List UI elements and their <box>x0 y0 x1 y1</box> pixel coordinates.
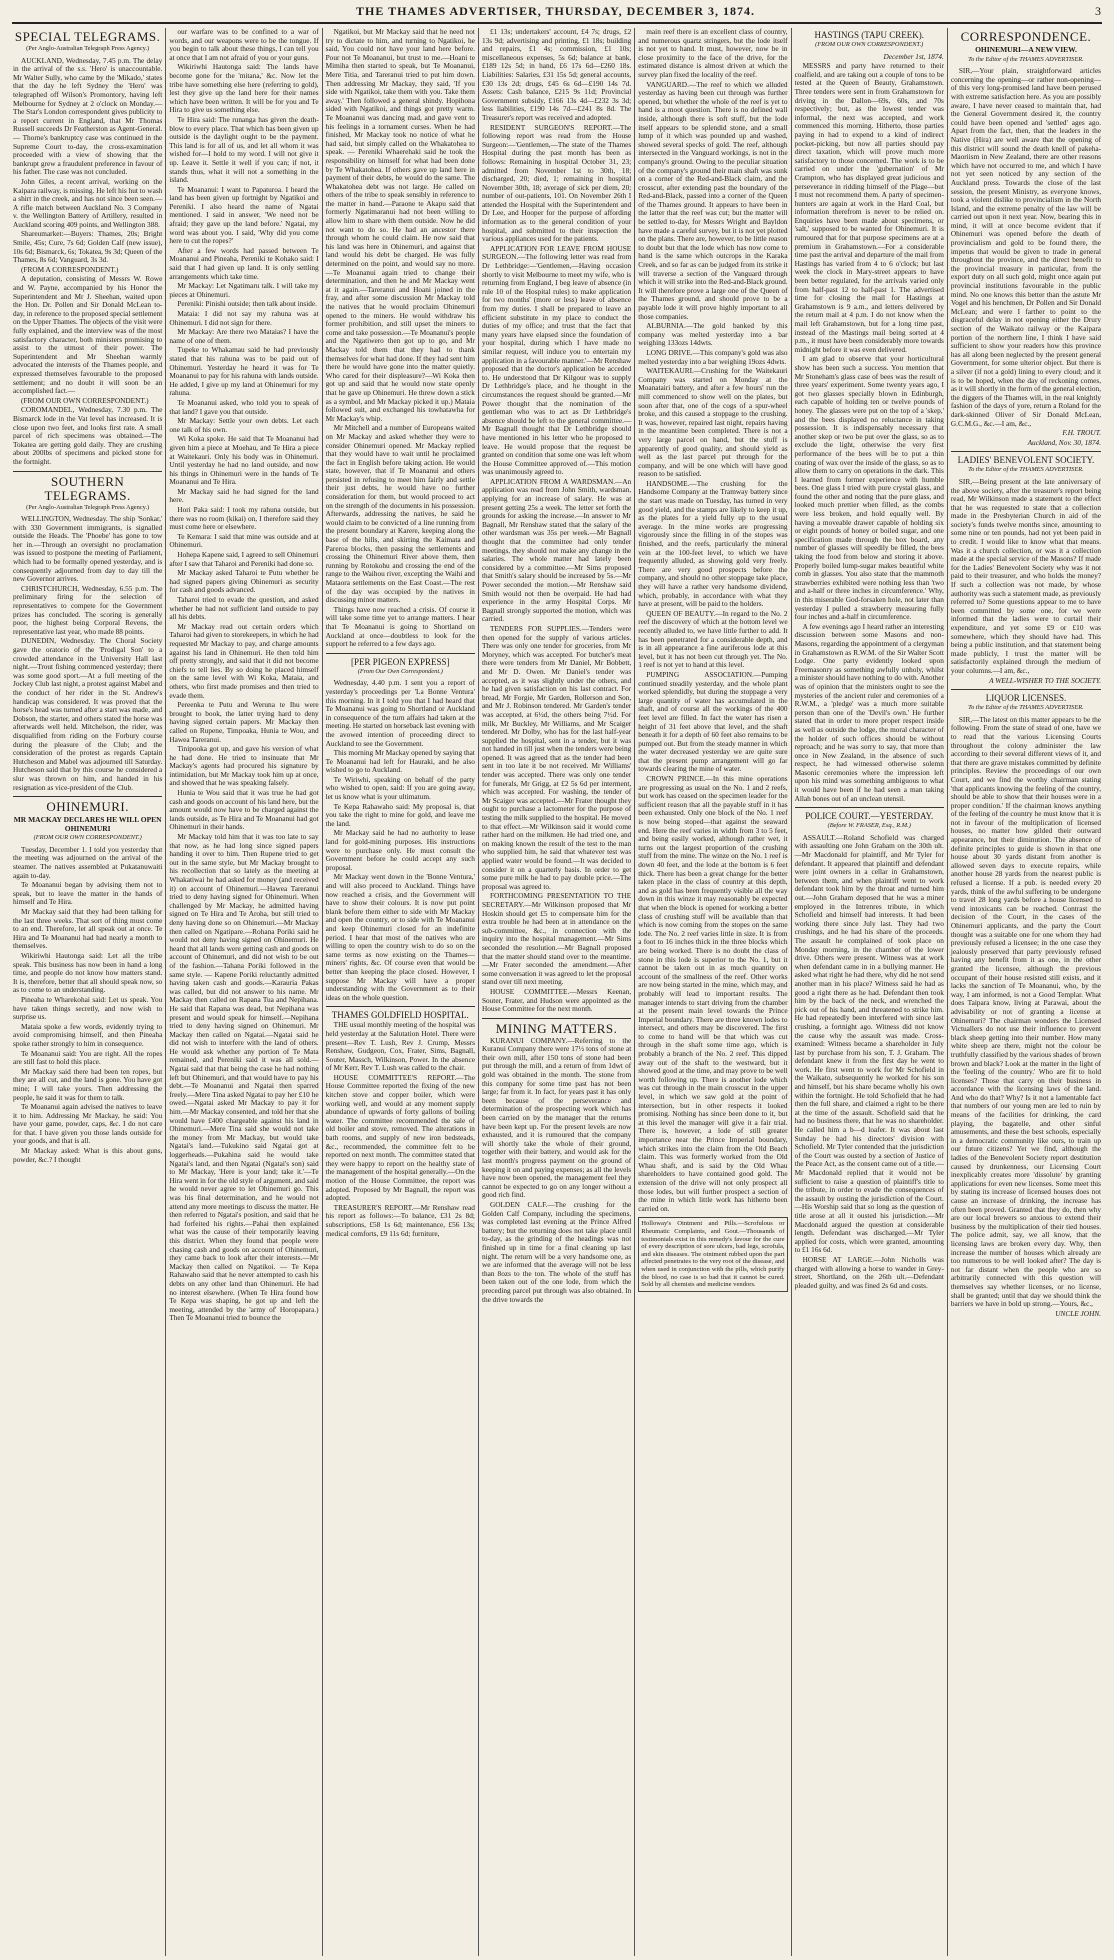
paragraph: CROWN PRINCE.—In this mine operations are progressing as usual on the No. 1 and 2 reefs, but work has ceased on the specimen leader for the sufficient reason that all the payable stuff in it has been exhausted. Only one block of the No. 1 reef is now being stoped—that against the seaward end. Here the reef varies in width from 3 to 5 feet, and being easily worked, although rather wet, it turns out the largest proportion of the crushing stuff from the mine. The winze on the No. 1 reef is down 40 feet, and the lode at the bottom is 6 feet thick. There has been a great change for the better taken place in the class of country at this depth, and as gold has been frequently visible all the way down in this winze it may reasonably be expected that when the block is opened for working a better class of crushing stuff will be available than that which is now coming from the stopes on the same lode. The No. 2 reef varies little in size. It is from a foot to 16 inches thick in the three blocks which are being worked. There is no doubt the class of stone in this lode is superior to the No. 1, but it cannot be taken out in as much quantity on account of the smallness of the reef. Other works are now being started in the mine, which may, and probably will lead to important results. The manager intends to start driving from the chamber at the present main level towards the Prince Imperial boundary. There are three known lodes to intersect, and others may be discovered. The first to come to hand will be that which was cut through in the shaft some time ago, which is probably a branch of the No. 2 reef. This dipped away out of the shaft to the westward, but it showed good at the time, and may prove to be well worth following up. There is another lode which was cut through in the main crosscut in the upper level, in which we saw gold at the point of intersection, but in other respects it looked promising. Nothing has since been done to it, but at this level the manager will give it a fair trial. There is, however, a lode of still greater importance near the Prince Imperial boundary, which strikes into the claim from the Old Beach claim. This was formerly worked from the Old Whau shaft, and is said by the Old Whau shareholders to have contained good gold. The extension of the drive will not only prospect all those lodes, but will further prospect a section of the mine in which little work has hitherto been carried on. <box>638 774 788 1213</box>
article-mining-continued <box>638 28 787 1213</box>
masthead-title: THE THAMES ADVERTISER, THURSDAY, DECEMBER 3, 1874. <box>356 3 755 18</box>
paragraph: AUCKLAND, Wednesday, 7.45 p.m. The delay in the arrival of the s.s. 'Hero' is unaccountable. Mr Walter Sully, who came by the 'Mikado,' states that the day he left Sydney the 'Hero' was telegraphed off Wilson's Promontory, having left Melbourne for Sydney at 2 o'clock on Monday.—The Star's London correspondent gives publicity to a report current in England, that Mr Thomas Russell succeeds Dr Featherston as Agent-General. — Thorne's bankruptcy case was continued in the Supreme Court to-day, the cross-examination proceeded with a view of showing that the bankrupt grew a fraudulent preference in favour of his father. The case was not concluded. <box>13 55 163 177</box>
paragraph: Shareumarket:—Buyers: Thames, 20s; Bright Smile, 45s; Cure, 7s 6d; Golden Calf (new issue), 10s 6d; Bismarck, 6s; Tokatea, 9s 3d; Queen of the Thames, 8s 6d; Vanguard, 3s 3d. <box>13 229 163 265</box>
to-editor-line: To the Editor of the THAMES ADVERTISER. <box>968 704 1084 712</box>
section-heading-hospital: THAMES GOLDFIELD HOSPITAL. <box>326 1006 475 1020</box>
paragraph: HOUSE COMMITTEE'S REPORT.—The House Committee reported the fixing of the new kitchen stove and copper boiler, which were working well, and would at any moment supply abundance of upwards of forty gallons of boiling water. The committee recommended the sale of old boiler and stove, removed. The alterations in bath rooms, and supply of new iron bedsteads, &c., recommended, the committee felt to be reported on next month. The committee stated that they were happy to report on the healthy state of the management of the hospital generally.—On the motion of the House Committee, the report was adopted. Proposed by Mr Bagnall, the report was adopted. <box>325 1072 475 1203</box>
paragraph: Te Moananui again advised the natives to leave it to him. Addressing Mr Mackay, he said: You have your game, powder, caps, &c. I do not care for that. I have given you those lands outside for your goods, and that is all. <box>13 1102 163 1146</box>
paragraph: Wi Koka spoke. He said that Te Moananui had given him a piece at Moehau, and Te Hira a piece at Waitekauri. Only his body was in Ohinemuri. Until yesterday he had no land outside, and now his things in Ohinemuri were in the hands of Te Moananui and Te Hira. <box>169 434 319 487</box>
paragraph: Te Moananui asked, who told you to speak of that land? I gave you that outside. <box>169 397 319 416</box>
paragraph: Te Moananui began by advising them not to speak, but to leave the matter in the hands of himself and Te Hira. <box>13 880 163 907</box>
columns <box>10 28 1104 1956</box>
paragraph: Wednesday, 4.40 p.m. I sent you a report of yesterday's proceedings per 'La Bonne Ventura' this morning. In it I told you that I had heard that Te Moananui was going to Shortland or Auckland in consequence of the turn affairs had taken at the meeting. He started on horseback last evening with the avowed intention of proceeding direct to Auckland to see the Government. <box>325 678 475 748</box>
article-hospital-continued <box>482 28 631 1014</box>
letter-heading-liquor: LIQUOR LICENSES. <box>951 689 1101 703</box>
paragraph: Mr Mackay: Are there two Mataias? I have the name of one of them. <box>169 327 319 345</box>
paragraph: Mr Mackay: Settle your own debts. Let each one talk of his own. <box>169 416 319 434</box>
paragraph: Mr Mackay said he had no authority to lease land for gold-mining purposes. His instructions were to purchase only. He must consult the Government before he could accept any such proposal. <box>325 828 475 872</box>
paragraph: Mataia spoke a few words, evidently trying to avoid compromising himself, and then Pineaha spoke rather strongly to him in consequence. <box>13 1021 163 1048</box>
paragraph: Mr Mackay asked: What is this about guns, powder, &c.? I thought <box>13 1146 163 1164</box>
paragraph: £1 13s; undertakers' account, £4 7s; drugs, £2 13s 9d; advertising and printing, £1 18s; building and repairs, £1 4s; commission, £1 10s; miscellaneous expenses, 5s 6d; balance at bank, £189 12s 5d; in hand, £6 17s 6d—£260 18s. Liabilities: Salaries, £31 15s 5d; general accounts, £30 13s 2d; drugs, £45 6s 6d—£190 14s 7d. Assets: Cash balance, £215 9s 11d; Provincial Government subsidy, £166 13s 4d—£232 3s 3d; less liabilities, £190 14s 7d—£241 8s 8d. The Treasurer's report was received and adopted. <box>481 28 632 122</box>
article-hospital <box>326 1021 475 1238</box>
paragraph: HOUSE COMMITTEE.—Messrs Keenan, Souter, Frater, and Hudson were appointed as the House Committee for the next month. <box>481 986 632 1014</box>
paragraph: APPLICATION FROM A WARDSMAN.—An application was read from John Smith, wardsman, applying for an increase of salary. He was at present getting 25s a week. The letter set forth the grounds for asking the increase.—In answer to Mr Bagnall, Mr Renshaw stated that the salary of the other wardsman was 35s per week.—Mr Bagnall thought that the committee had only tender meetings, they should not make any change in the salaries. The whole matter had lately been considered by a committee.—Mr Sims proposed that Smith's salary should be increased by 5s.—Mr Power seconded the motion.—Mr Renshaw said Smith would not then be overpaid. He had had experience in the army Hospital Corps. Mr Bagnall strongly supported the motion, which was carried. <box>481 476 632 624</box>
correspondent-line: (FROM OUR OWN CORRESPONDENT.) <box>815 41 924 48</box>
page-number: 3 <box>1095 3 1102 18</box>
dateline: December 1st, 1874. <box>883 51 944 61</box>
paragraph: Mataia: I did not say my rahuna was at Ohinemuri. I did not sign for there. <box>169 309 319 327</box>
column-7 <box>948 28 1104 1956</box>
letter-benevolent <box>951 478 1101 676</box>
letter-heading-benevolent: LADIES' BENEVOLENT SOCIETY. <box>951 451 1101 465</box>
paragraph: Mr Mackay went down in the 'Bonne Ventura,' and will also proceed to Auckland. Things have now reached a crisis, and the Government will have to show their colours. It is now put point blank before them either to side with Mr Mackay and open the country, or to side with Te Moananui and keep Ohinemuri closed for an indefinite period. I hear that most of the natives who are willing to open the country wish to do so on the same terms as now existing on the Thames—miners' rights, &c. Of course even that would be better than keeping the place closed. However, I suppose Mr Mackay will have a proper understanding with the Government as to their ideas on the whole question. <box>325 872 475 1002</box>
paragraph: GOLDEN CALF.—The crushing for the Golden Calf Company, including the specimens, was completed last evening at the Prince Alfred battery; but the returning does not take place until to-day, as the grinding of the headings was not finished up in time for a final cleaning up last night. The return will be a very handsome one, as we are informed that the average will not be less than 8ozs to the ton. The whole of the stuff has been taken out of the one lode, from which the preceding parcel put through was also obtained. In the drive towards the <box>481 1199 632 1304</box>
paragraph: A few evenings ago I heard rather an interesting discussion between some Masons and non-Masons, regarding the appointment of a clergyman in Grahamstown as R.W.M. of the Sir Walter Scott Lodge. One party evidently looked upon Freemasonry as something awfully unholy, whilst a minister should have nothing to do with. Another was of opinion that the ministers ought to see the mysteries of the ancient ruler and ceremonies of a R.W.M., a 'pledge' was a much more suitable person than one of the 'Devil's own.' He further stated that in order to more proper respect inside as well as outside the lodge, the moral character of the holder of such offices should be without reproach; and he was sorry to say, that more than once in New Zealand, in the absence of such respect, he had witnessed otherwise solemn Masonic ceremonies where the impression left upon his mind was something ambiguous to what it would have been if he had seen a man taking Allah bones out of an unclean utensil. <box>794 621 944 803</box>
paragraph: Tupeke to Whakamau said he had previously stated that his rahuna was to be paid out of Ohinemuri. Yesterday he heard it was for Te Moananui to pay for his rahuna with lands outside. He added, I give up my land at Ohinemuri for my rahuna. <box>169 345 319 398</box>
paragraph: Mr Mackay read out certain orders which Taharoi had given to storekeepers, in which he had requested Mr Mackay to pay, and charge amounts against his land in Ohinemuri. He then told him off pretty strongly, and said that it did not become chiefs to tell lies. By so doing he placed himself on the same level with Wi Koka, Mataia, and others, who first made promises and then tried to evade them. <box>169 621 319 700</box>
paragraph: (FROM OUR OWN CORRESPONDENT.) <box>21 395 149 405</box>
paragraph: WELLINGTON, Wednesday. The ship 'Sonkar,' with 330 Government immigrants, is signalled outside the Heads. The 'Phoebe' has gone to tow her in.—Through an oversight no proclamation was issued to postpone the meeting of Parliament, which had to be formally opened yesterday, and is consequently adjourned from day to day till the new Governor arrives. <box>13 514 163 584</box>
article-mining-matters <box>482 1037 631 1304</box>
section-heading-police-court: POLICE COURT.—YESTERDAY. <box>795 807 944 821</box>
paragraph: THE usual monthly meeting of the hospital was held yesterday at the Salutation Hotel. There were present—Rev T. Lush, Rev J. Crump, Messrs Renshaw, Gudgeon, Cox, Frater, Sims, Bagnall, Souter, Massch, Wilkinson, Power. In the absence of Mr Kerr, Rev T. Lush was called to the chair. <box>325 1020 475 1073</box>
paragraph: TREASURER'S REPORT.—Mr Renshaw read his report as follows:—To balance, £31 2s 8d; subscriptions, £58 1s 6d; maintenance, £56 13s; medical comforts, £9 11s 6d; furniture, <box>325 1202 475 1238</box>
section-subhead: (Per Anglo-Australian Telegraph Press Agency.) <box>26 45 150 52</box>
magistrate-line: (Before W. FRASER, Esq., R.M.) <box>827 822 911 830</box>
paragraph: HANDSOME.—The crushing for the Handsome Company at the Tramway battery since the start was made on Tuesday, has turned in very good yield, and the stamps are likely to keep it up, as the plates for a yield fully up to the usual average. In the mine works are progressing vigorously since the filling in of the stopes was finished, and the reefs, particularly the mineral vein at the 100-feet level, to which we have frequently alluded, as showing gold very freely. There are very good prospects before the company, and should no other stoppage take place, they will have a rather very handsome dividend, which, probably, in accordance with what they have at present, will be paid to the holders. <box>638 478 788 609</box>
section-heading-mining-matters: MINING MATTERS. <box>482 1018 631 1036</box>
paragraph: Hohepa Kapene said, I agreed to sell Ohinemuri after I saw that Taharoi and Pereniki had done so. <box>169 550 319 568</box>
correspondent-line: (From Our Own Correspondent.) <box>357 667 443 675</box>
paragraph: Tinipooka got up, and gave his version of what he had done. He tried to insinuate that Mr Mackay's agents had procured his signature by intimidation, but Mr Mackay took him up at once, and showed that he was speaking falsely. <box>169 744 319 788</box>
article-subheading: MR MACKAY DECLARES HE WILL OPEN OHINEMURI <box>13 815 162 833</box>
paragraph: Mr Mackay said there had been ten ropes, but they are all cut, and the land is gone. You have got mine; I will take yours. Then addressing the people, he said it was for them to talk. <box>13 1066 163 1102</box>
section-heading-southern-telegrams: SOUTHERN TELEGRAMS. <box>13 471 162 503</box>
masthead <box>12 0 1102 24</box>
letter-signature: F.H. TROUT. <box>1062 428 1102 438</box>
paragraph: Te Wiriwhi, speaking on behalf of the party who wished to open, said: If you are going away, let us know what is your ultimatum. <box>325 774 475 802</box>
section-heading-hastings: HASTINGS (TAPU CREEK). <box>814 30 924 40</box>
letter-liquor <box>951 716 1101 1309</box>
paragraph: Te Kepa Rahawaho said: My proposal is, that you take the right to mine for gold, and leave me the land. <box>325 801 475 828</box>
paragraph: (FROM A CORRESPONDENT.) <box>21 264 119 274</box>
article-special-telegrams <box>13 57 162 467</box>
paragraph: Hori Paka said: I took my rahuna outside, but there was no room (kikai) on, I therefore said they must come here or elsewhere. <box>169 505 319 532</box>
masthead-left-rule <box>12 4 16 19</box>
paragraph: Te Kemara: I said that mine was outside and at Ohinemuri. <box>169 531 319 550</box>
paragraph: Te Moananui said: You are right. All the ropes are still fast to hold this place. <box>13 1048 163 1067</box>
article-ohinemuri <box>13 846 162 1164</box>
column-6 <box>792 28 948 1956</box>
section-heading-special-telegrams: SPECIAL TELEGRAMS. <box>14 29 161 44</box>
correspondent-line: (FROM OUR OWN CORRESPONDENT.) <box>33 834 142 842</box>
section-heading-ohinemuri: OHINEMURI. <box>13 796 162 814</box>
column-4 <box>479 28 635 1956</box>
letter-ohinemuri <box>951 67 1101 428</box>
article-hastings <box>795 62 944 803</box>
advertisement-holloway: Holloway's Ointment and Pills.—Scrofulous or Rheumatic Complaints, and Gout.—Thousands of testimonials exist in this remedy's favour for the cure of every description of sore ulcers, bad legs, scrofula, and skin diseases. The ointment rubbed upon the part affected penetrates to the very root of the disease, and when used in conjunction with the pills, which purify the blood, no case is so bad that it cannot be cured. Sold by all chemists and medicine vendors. <box>638 1217 787 1291</box>
paragraph: SIR,—The latest on this matter appears to be the following. From the state of stead of one, have we to read that the various Licensing Courts throughout the colony administer the law according to their several different views of it, and that there are grave mistakes committed by definite principles. Review the proceedings of our own Court, and we find the worthy chairman stating 'that applicants knowing the feeling of the country, should be able to show that their houses were in a proper condition.' If the chairman knows anything of the feeling of the country he must know that it is not in favour of the multiplication of licensed houses, no matter how gilded their outward appearance, but their diminution. The absence of definite principles to guide is shown in that one house about 30 yards distant from another is allowed seven days to execute repairs, while another house 28 yards from the nearest public is refused a license. If a pub. is needed every 20 yards, think of the awful suffering to be undergone to travel 28 long yards before a house licensed to vend intoxicants can be reached. Contrast the decision of the Court, in the cases of the Ohinemuri applicants, and the party the Court thought was a suitable one for one whom they had previously refused a licensee; in the one case they jealously preserved that party previously refused having any benefit from it as one, in the other granted the licensee, although the previous occupant of their house resisted still exists, and it lacks the sanction of Te Moananui, who, by the way, I am informed, is not a Good Templar. What does Taipara know, living at Parawai, about the advisability or not of granting a license at Ohinemuri? The chairman wonders the Licensed Victuallers do not use their influence to prevent black sheep getting into their number. How many white sheep are there, might not the colour be truthfully classified by the various shades of brown brown and black? Look at the matter in the light of the 'feeling of the country.' Who are fit to hold licenses? Those that carry on their business in accordance with the licensing laws of the land. And who do that? Why? Is it not a lamentable fact that numbers of our young men are led to ruin by means of the facilities for drinking, the card playing, the bagatelle, and other sinful amusements, and these the best schools, especially in a democratic community like ours, to train up our future citizens? Yet we find, although the ladies of the Benevolent Society report destitution caused by drunkenness, our Licensing Court inexplicably creates more 'dissolute' by granting applications for even new licenses. Some meet this by stating its increase of licensed houses does not cause an increase of drinking, the increase has often been proved. Granted that they do, then why are our local brewers so anxious to extend their business by the multiplication of their tied houses. The police admit, say, we all know, that the licensing laws are broken every day. Why, then increase the number of houses which already are too numerous to be well looked after? The day is not far distant when the people who are so arbitrarily connected with this question will themselves say whether licenses, or no license, shall be granted; until that day we should think the barriers we have in bold up strong.—Yours, &c., <box>950 714 1102 1309</box>
column-2 <box>166 28 322 1956</box>
paragraph: Wikiriwhi Hautonga said: The lands have become gone for the 'mitana,' &c. Now let the tribe have something else here (referring to gold), lest they give up the land here for their names which have been written. It will be for you and Te Hira to give us something else. <box>169 62 319 115</box>
column-3 <box>323 28 479 1956</box>
paragraph: ASSAULT.—Roland Schofield was charged with assaulting one John Graham on the 30th ult.—Mr Macdonald for plaintiff, and Mr Tyler for defendant. It appeared that plaintiff and defendant were joint owners in a cellar in Grahamstown, between them, and when plaintiff went to work defendant took him by the throat and turned him out.—John Graham deposed that he was a miner employed in the Intrenres tribute, in which Schofield and himself had interests. It had been working there since July last. They had two crushings, and he had his share of the proceeds. The assault he complained of took place on Monday morning, in the chamber of the lower drive. Others were present. Witness was at work when defendant came in in a bullying manner. He asked what right he had there, why did he not send another man in his place? Witness said he had as good a right there as he had. Defendant then took him by the back of the neck, and wrenched the pick out of his hand, and threatened to strike him. He had repeatedly been interfered with since last crushing, a fortnight ago. Witness did not know the cause why the assault was made. Cross-examined: Witness became a shareholder in July last by purchase from his son, T. J. Graham. The defendant knew it from the first day he went to work. He first went to work for Mr Schofield in the Waikato, subsequently he worked for his son and himself, but his share became wholly his own within the fortnight. He told Schofield that he had then the full share, and claimed a right to be there at the time of the assault. Schofield said that he had no business there, that he was no shareholder. He called him a b—d loafer. It was about last Sunday he had his directors' division with Schofield. Mr Tyler contended that the jurisdiction of the Court was ousted by a section of Justice of the Peace Act, as the consent came out of a title.—Mr Macdonald replied that it would not be sufficient to raise a question of plaintiff's title to the tribute, in order to evade the consequences of the assault by ousting the jurisdiction of the Court.—His Worship said that so long as the question of title arose at all it ousted his jurisdiction.—Mr Macdonald argued the question at considerable length. Defendant was discharged.—Mr Tyler applied for costs, which were granted, amounting to £1 16s 6d. <box>794 832 944 1255</box>
paragraph: COROMANDEL, Wednesday, 7.30 p.m. The Bismarck lode in the Vat level has increased. It is close upon two feet, and looks first rate. A small parcel of rich specimens was obtained.—The Tokatea are getting gold daily. They are crushing about 200lbs of specimens and picked stone for the fortnight. <box>13 405 163 466</box>
paragraph: Pereniki: Pinishi outside; then talk about inside. <box>177 299 317 309</box>
paragraph: A deputation, consisting of Messrs W. Rowe and W. Payne, accompanied by his Honor the Superintendent and Mr J. Sheehan, waited upon the Hon. Dr. Pollen and Sir Donald McLean to-day, in reference to the proposed special settlement on the Upper Thames. The objects of the visit were fully explained, and the interview was of the most satisfactory character, both ministers promising to assist to the utmost of their power. The Superintendent and Mr Sheehan warmly advocated the interests of the Thames people, and expressed themselves favourable to the proposed settlement; and no doubt it will soon be an accomplished fact.— <box>13 274 163 396</box>
paragraph: Tuesday, December 1. I told you yesterday that the meeting was adjourned on the arrival of the steamer. The natives assembled at Pukatanuwaiti again to-day. <box>13 844 163 880</box>
section-heading-correspondence: CORRESPONDENCE. <box>960 29 1092 44</box>
paragraph: Pereenka te Putu and Weruna te Ihu were brought to book, the latter trying hard to deny having signed certain papers. Mr Mackay then called on Rupene, Timpoaka, Hunia te Wou, and Hawea Tareranui. <box>169 700 319 744</box>
paragraph: main reef there is an excellent class of country, and numerous quartz stringers, but the lode itself is not yet to hand. It must, however, now be in close proximity to the face of the drive, for the estimated distance is almost driven at which the survey plan fixed the locality of the reef. <box>638 28 788 79</box>
paragraph: HORSE AT LARGE.—John Nicholls was charged with allowing a horse to wander in Grey-street, Shortland, on the 26th ult.—Defendant pleaded guilty, and was fined 2s 6d and costs. <box>794 1254 944 1290</box>
letter-signature: UNCLE JOHN. <box>1055 1308 1102 1318</box>
paragraph: Things have now reached a crisis. Of course it will take some time yet to arrange matters. I hear that Te Moananui is going to Shortland on Auckland at once—doubtless to look for the support he referred to a few days ago. <box>325 604 475 649</box>
paragraph: After a few words had passed between Te Moananui and Pineaha, Pereniki te Kohako said: I said that I had given up land. It is only settling arrangements which take time. <box>169 245 319 281</box>
paragraph: WAITEKAURI.—Crushing for the Waitekauri Company was started on Monday at the Moanatairi battery, and after a few hours' run the mill commenced to show well on the plates, but soon after that, one of the cogs of a spur-wheel broke, and this caused a stoppage to the crushing. It was, however, repaired last night, repairs having in the meantime been completed. There is not a very large parcel on hand, but the stuff is apparently of good quality, and should yield as well as the last parcel put through for the company, and will be one which will have good reason to be satisfied. <box>638 366 788 479</box>
paragraph: APPLICATION FOR LEAVE FROM HOUSE SURGEON.—The following letter was read from Dr Lethbridge:—'Gentlemen,—Having occasion shortly to visit Melbourne to meet my wife, who is returning from England, I beg leave of absence (in rule 10 of the Hospital rules) to make application for two months' (more or less) leave of absence from my duties. I shall be prepared to leave an efficient substitute in my place to conduct the duties of my office; and trust that the fact that many years have elapsed since the foundation of your hospital, during which I have made no similar request, will induce you to entertain my application in a favourable manner.'—Mr Renshaw proposed that the doctor's application be acceded to. He understood that Dr Kilgour was to supply Dr Lethbridge's place, and he thought in the circumstances the request should be granted.—Mr Power thought that the nomination of the gentleman who was to act as Dr Lethbridge's absence should be left to the general committee.—Mr Bagnall thought that Dr Lethbridge should have mentioned in his letter who he proposed to leave. He would propose that the request be granted on condition that some one was left whom the House Committee approved of.—This motion was unanimously agreed to. <box>481 243 632 477</box>
paragraph: Pineaha te Wharekohai said: Let us speak. You have taken things secretly, and now wish to surprise us. <box>13 994 163 1022</box>
paragraph: SIR,—Being present at the late anniversary of the above society, after the treasurer's report being read, Mr Wilkinson made a statement to the effect that he was requested to state that a collection made in the Presbyterian Church in aid of the society's funds twelve months since, amounting to some nine or ten pounds, had not yet been paid in to credit. I would like to know what that means. Was it a church collection, or was it a collection made at the special service of the Masons? If made for the Ladies' Benevolent Society why was it not paid to their treasurer, and who holds the money? If such a collection was not made, by whose authority was such a statement made, as previously referred to? Some questions appear to me to have been committed by some one, for we were informed that the ladies were to curtail their expenditure, and yet some £9 or £10 was somewhere, which they should have had. This being a public institution, and that statement being made publicly, I trust the matter will be satisfactorily explained through the medium of your columns.—I am, &c., <box>950 476 1102 675</box>
paragraph: CHRISTCHURCH, Wednesday, 6.55 p.m. The preliminary firing for the selection of representatives to compete for the Government prizes has concluded. The scoring is generally poor, the highest being Corporal Revens, the representative last year, who made 88 points. <box>13 583 163 636</box>
paragraph: Ngatikoi, but Mr Mackay said that he need not try to dictate to him, and turning to Ngatikoi, he said, You could not have your land here before. Pour not Te Moananui, but trust to me.—Hoani te Mimiha then started to speak, but Te Moananui, Mere Titia, and Tareranui tried to put him down. Then addressing Mr Mackay, they said, 'If you side with Ngatikoi, take them with you. Take them away.' Then followed a general shindy. Hopihona sided with Ngatikoi, and things got pretty warm. Te Moananui was dancing mad, and gave vent to his feelings in a tornament curses. When he had finished, Mr Mackay took no notice of what he had said, but simply called on the Whakatohea to speak. — Pereniki Whaerehaki said he took the responsibility on himself for what had been done by Te Whakatohea. If others gave up land here in payment of their debts, he would do the same. The Whakatohea debt was not large. He called on others of the tribe to speak sensibly in reference to the matter in hand.—Paraone te Akapu said that formerly Ngatimaranui had not been willing to allow him to share with them outside. Now he did not want to do so. He had an ancestor there through whom he could claim. He now said that his land was here in Ohinemuri, and against that land would his debt be charged. He was fully determined on the point, and would say no more.—Te Moananui again tried to change their determination, and then he and Mr Mackay went at it again.—Tareranui and Hoani joined in the fray, and after some discussion Mr Mackay told the natives that he would proclaim Ohinemuri opened to the miners. He would withdraw his former prohibition, and still upset the miners to come and take possession.—Te Moananui's people and the Ngatiwero then got up to go, and Mr Mackay told them that they had to thank themselves for what had done. If they had sent him there he would have gone into the matter quietly. Who cared for their displeasure?—Wi Koka then got up and said that he would now state openly that he gave up Ohinemuri. He threw down a stick as a symbol, and Mr Mackay picked it up.) Mataia followed suit, and exchanged his towhatawha for Mr Mackay's whip. <box>325 28 475 423</box>
paragraph: This morning Mr Mackay opened by saying that Te Moananui had left for Hauraki, and he also wished to go to Auckland. <box>325 748 475 775</box>
paragraph: VANGUARD.—The reef to which we alluded yesterday as having been cut through was further opened, but whether the whole of the reef is yet to hand is a moot question. There is no defined wall inside, although there is soft stuff, but the lode itself appears to be splendid stone, and a small lump of it which was pounded up and washed, showed several specks of gold. The reef, although intersected in the Vanguard workings, is not in the company's ground. Owing to the peculiar situation of the company's ground their main shaft was sunk on a corner of the Red-and-Black claim, and the crosscut, after extending past the boundary of the Red-and-Black, passed into a corner of the Queen of the Thames ground. It appears to have been in the latter that the reef was cut; but the matter will be settled to-day, for Messrs Wright and Bayldon have made a careful survey, but it is not yet plotted on the plans. There are, however, to be little reason to doubt but that the lode which has now come to hand is the same which outcrops in the Karaka Creek, and so far as can be judged from its strike it will traverse a section of the Vanguard through which it will strike into the Red-and-Black ground. It will therefore prove a large one of the Queen of the Thames ground, and should prove to be a payable lode it will prove highly important to all those companies. <box>638 79 788 321</box>
paragraph: MESSRS and party have returned to their coalfield, and are taking out a couple of tons to be tested at the Queen of Beauty, Grahamstown. Three tenders were sent in from Grahamstown for driving in the Dallon—69s, 60s, and 70s respectively; but, as the lowest tender was informal, the next was accepted, and work commenced this morning. Hitherto, those parties paying in had to expend to a kind of indirect pocket-picking, but now all parties should pay direct taxation, which will prove much more satisfactory to those concerned. The work is to be carried on under the 'gubernation' of Mr Crampton, who has displayed great judicious and perseverance in ridding himself of the Plage—but I must not recommend them. A party of specimen-hunters are again at work in the Hard Coal, but information therefrom is never to be relied on. Enquiries have been made about specimens, or 'salt,' supposed to be wanted for Ohinemuri. It is rumoured that for that purpose specimens are at a premium in Grahamstown.—For a considerable time past the arrival and departure of the mail from Hastings has varied from 4 to 6 o'clock; but last week the clock in Mary-street appears to have been better regulated, for the arrivals varied only from half-past 12 to half-past 1. The advertised time for closing the mail for Hastings at Grahamstown is 9 a.m., and letters delivered by the return mail at 4 p.m. I do not know when the mail left Grahamstown, but for a long time past, instead of the Mastings mail being sorted at 4 p.m., it must have been considerably more towards midnight before it was even delivered. <box>794 61 944 354</box>
paragraph: Te Hira said: The runanga has given the death-blow to every place. That which has been given up outside is the daylight ought to be the payment. This land is for all of us, and let all whom it was wished for—I hold to my word. I will not give it up. Leave it. Settle it well if you can; if not, it stands thus, what it will not a something in the island. <box>169 114 319 185</box>
paragraph: PUMPING ASSOCIATION.—Pumping continued steadily yesterday, and the whole plant worked splendidly, but during the stoppage a very large quantity of water has accumulated in the shaft, and of course all the workings of the 400 feet level are filled. In fact the water has risen a height of 31 feet above that level, and the shaft beneath it for a depth of 60 feet also remains to be pumped out. But from the steady manner in which the water decreased yesterday we are quite sure that the present pump arrangement will go far towards clearing the mine of water. <box>638 669 788 774</box>
paragraph: ALBURNIA.—The gold banked by this company was melted yesterday into a bar weighing 133ozs 14dwts. <box>638 321 788 348</box>
article-ohinemuri-continued <box>326 28 475 649</box>
paragraph: Wikiriwhi Hautonga said: Let all the tribe speak. This business has now been in hand a long time, and people do not know how matters stand. It is, therefore, better that all should speak now, so as to come to an understanding. <box>13 951 163 995</box>
column-1 <box>10 28 166 1956</box>
paragraph: LONG DRIVE.—This company's gold was also melted yesterday into a bar weighing 19ozs 4dwts. <box>638 347 788 366</box>
column-5 <box>635 28 791 1956</box>
paragraph: TENDERS FOR SUPPLIES.—Tenders were then opened for the supply of various articles. There was only one tender for groceries, from Mr Moryney, which was accepted. For butcher's meat there were tenders from Mr Daniel, Mr Bobbett, and Mr D. Owen. Mr Daniel's tender was accepted, as it was slightly under the others, and he had given satisfaction on his last contract. For bread, Mr Forgie, Mr Garden, Rollerson and Son, and Mr J. Robinson tendered. Mr Garden's tender was accepted, at 6½d, the others being 7½d. For milk, Mr Buckley, Mr Williams, and Mr Scaiger tendered. Mr Dolby, who has for the last half-year supplied the hospital, sent in a tender, but it was not handed in till just when the tenders were being opened. It was agreed that as the tender had been sent in too late it be not received. Mr Williams' tender was accepted. There was only one tender for funerals, Mr Grigg, at £2 5s 6d per interment, which was accepted. For washing, the tender of Mr Scaiger was accepted.—Mr Frater thought they ought to purchase a lactometer for the purpose of testing the milk supplied to the hospital. He moved to that effect.—Mr Wilkinson said it would come rather hard on the milkmen. He had tried one, and on making known the result of the test to the man who supplied him, he said that whatever test was applied water would be found.—It was decided to consider it on a quarterly basis. In order to get some pure milk he had to pay double price.—The proposal was agreed to. <box>481 623 632 891</box>
section-heading-pigeon-express: [PER PIGEON EXPRESS] <box>326 653 475 667</box>
letter-heading-ohinemuri: OHINEMURI—A NEW VIEW. <box>975 45 1077 54</box>
paragraph: Mr Mackay said that they had been talking for the last three weeks. That sort of thing must come to an end. Therefore, let all speak out at once. Te Hira and Te Moananui had had nearly a month to themselves. <box>13 907 163 951</box>
letter-place-date: Auckland, Nov. 30, 1874. <box>1027 437 1102 447</box>
paragraph: I am glad to observe that your horticultural show has been such a success. You mention that Mr Stoneham's glass case of bees was the result of three years' experiment. Some twenty years ago, I got two glasses specially blown in Edinburgh, each capable of holding ten or twelve pounds of honey. The glasses were put on the top of a 'skep,' and the bees displayed no reluctance in taking possession. It is indispensably necessary that another skep or two be put over the glass, so as to exclude the light, otherwise the very first performance of the bees will be to put a thin coating of wax over the inside of the glass, so as to allow them to carry on operations in the dark. This I learned from former experience with humble bees. One glass I tried with pure crystal glass, and found the other and noting that the pure glass, and looked much prettier when filled, as the combs were less broken, and hold equally well. By having a moveable drawer capable of holding six or eight pounds of honey or boiled sugar, and one specification made through the box board, any number of glasses will speedily be filled, the bees taking the food from below and storing it above. Properly boiled lump-sugar makes beautiful white comb in glasses. You also state that the mammoth strawberries exhibited were nothing less than 'two and a-half or three inches in circumference.' Why, in this miserable God-forsaken hole, not later than yesterday I pulled a strawberry measuring fully four inches and a-half in circumference. <box>794 354 944 622</box>
to-editor-line: To the Editor of the THAMES ADVERTISER. <box>968 55 1084 63</box>
paragraph: RESIDENT SURGEON'S REPORT.—The following report was read from the House Surgeon:—'Gentlemen,—The state of the Thames Hospital during the past month has been as follows: Remaining in hospital October 31, 23; admitted from November 1st to 30th, 18; discharged, 20; died, 1; remaining in hospital November 30th, 18; average of sick per diem, 20; number of out-patients, 101. On November 26th I attended the Hospital with the Superintendent and Dr Lee, and Hooper for the purpose of affording information as to the general condition of your hospital, and submitted to their inspection the various appliances used for the patients. <box>481 122 632 244</box>
paragraph: Mr Mackay asked Taharoi te Putu whether he had signed papers giving Ohinemuri as security for cash and goods advanced. <box>169 568 319 595</box>
article-southern-telegrams <box>13 515 162 792</box>
section-subhead: (Per Anglo-Australian Telegraph Press Agency.) <box>26 503 150 511</box>
paragraph: FORTHCOMING PRESENTATION TO THE SECRETARY.—Mr Wilkinson proposed that Mr Hoskin should get £5 to compensate him for the extra trouble he had been at in attendance on the sub-committee, &c., in connection with the inquiry into the hospital management.—Mr Sims seconded the resolution.—Mr Bagnall proposed that the matter should stand over to the meantime.—Mr Frater seconded the amendment.—After some conversation it was agreed to let the proposal stand over till next meeting. <box>481 891 632 987</box>
paragraph: Hunia te Wou said that it was true he had got cash and goods on account of his land here, but the amount would now have to be charged against the lands outside, as Te Hira and Te Moananui had got Ohinemuri in their hands. <box>169 788 319 832</box>
to-editor-line: To the Editor of the THAMES ADVERTISER. <box>968 466 1084 474</box>
paragraph: Mr Mackay told him that it was too late to say that now, as he had long since signed papers handing it over to him. Then Rupene tried to get out in the same style, but Mr Mackay brought to his recollection that so lately as the meeting at Whakatiwai he had asked for money (and received it) on account of Ohinemuri.—Hawea Tareranui tried to deny having signed for Ohinemuri. When challenged by Mr Mackay, he admitted having signed on Te Hira and Te Aroha, but still tried to deny having done so on Ohinemuri.—Mr Mackay then called on Ngatipare.—Rohana Poriki said he would not deny having signed on Ohinemuri. He heard that all lands were getting cash and goods on account of Ohinemuri, and did not wish to be out of the fashion.—Tahana Poriki followed in the same style. — Kapene Poriki reluctantly admitted having taken cash and goods.—Karauria Pakas was called, but did not answer to his name. Mr Mackay then called on Rapana Tua and Nepihana. He said that Rapana was dead, but Nepihana was present and would speak for himself.—Nepihana tried to deny having signed on Ohinemuri. Mr Mackay then called on Ngatai.—Ngatai said he did not wish to interfere with the land of others. He would ask whether any portion of Te Mata remained, and Pereniki said it was all sold.—Ngatai said that that being the case he had nothing left but Ohinemuri, and that would have to pay his debt.—Te Moananui and Ngatai then sparred freely.—Mere Tina asked Ngatai to pay her £10 he owed.—Ngatai asked Mr Mackay to pay it for him.—Mr Mackay consented, and told her that she would have £400 chargeable against his land in Ohinemuri.—Mere Tina said she would not take the money from Mr Mackay, but would take Ngatai's land.—Tukukino said Ngatai got at loggerheads.—Pukahina said he would take Ngatai's land, and then Ngatai (Ngatai's son) said to Mr Mackay, 'Here is your land; take it.'—Te Hira went in for the old style of argument, and said he would never agree to let Ohinemuri go. This was his final determination, and he would not attend any more meetings to discuss the matter. He then referred to Ngatai's position, and said that he had forfeited his rights.—Pahai then explained what was the cause of their temporarily leaving this district. When they found that people were chasing cash and goods on account of Ohinemuri, they came back to look after their interests.—Mr Mackay then called on Ngatikoi. — Te Kepa Rahawaho said that he never attempted to cash his debts on any other land than Ohinemuri. He had no interest elsewhere. (When Te Hira found how Te Kepa was shaping, he got up and left the meeting, attended by the 'army of' Horopapara.) Then Te Moananui tried to bounce the <box>169 832 319 1323</box>
paragraph: DUNEDIN, Wednesday. The Choral Society gave the oratorio of the 'Prodigal Son' to a crowded attendance in the University Hall last night.—Trout fishing commenced yesterday; there was some good sport.—At a full meeting of the Jockey Club last night, a protest against Mabel and the conduct of her rider in the St. Andrew's handicap was considered. It was proved that the horse's head was turned after a start was made, and Dobson, the starter, and others stated the horse was afterwards well held. Mitchelson, the rider, was disqualified from riding on the Forbury course during the pleasure of the Club; and the consideration of the protest as regards Captain Hutcheson and Mabel was adjourned till Saturday. Hutcheson said that by this course he considered a slur was thrown on him, and handed in his resignation as vice-president of the Club. <box>13 636 163 792</box>
article-ohinemuri-continued <box>169 28 318 1323</box>
paragraph: Mr Mackay: Let Ngatimaru talk. I will take my pieces at Ohinemuri. <box>169 281 319 299</box>
letter-signature: A WELL-WISHER TO THE SOCIETY. <box>989 675 1102 685</box>
paragraph: Te Moananui: I want to Papaturoa. I heard the land has been given up fortnight by Ngatikoi and Pereniki. I also heard the name of Ngatai mentioned. I said in answer, 'We need not be afraid; they gave up the land before.' Ngatai, my word was about you. I said, 'Why did you come here to cut the ropes?' <box>169 184 319 246</box>
paragraph: KURANUI COMPANY.—Referring to the Kuranui Company there were 17½ tons of stone at their own mill, after 150 tons of stone had been put through the mill, and a return of from 1dwt of gold was obtained in the month. The stone from this company for some time past has not been large; far from it. In fact, for years past it has only been because of the perseverance and determination of the prospecting work which has been carried on by the manager that the returns have been kept up. For the present levels are now exhausted, and it is rumoured that the company will shortly take the whole of their ground, together with their battery, and would ask for the last month's progress payment on the ground of keeping it on and paying expenses; as all the levels have now been opened, the management feel they cannot be expected to go on any longer without a good rich find. <box>481 1035 632 1200</box>
article-pigeon-express <box>326 679 475 1002</box>
paragraph: Taharoi tried to evade the question, and asked whether he had not sufficient land outside to pay all his debts. <box>169 595 319 622</box>
paragraph: our warfare was to be confined to a war of words, and our weapons were to be the tongue. If you begin to talk about these things, I can tell you at once that I am not afraid of you or your guns. <box>169 28 319 62</box>
paragraph: Mr Mitchell and a number of Europeans waited on Mr Mackay and asked whether they were to consider Ohinemuri opened. Mr Mackay replied that they would have to wait until he proclaimed the fact in English before taking action. He would state, however, that if Te Moananui and others persisted in refusing to meet him fairly and settle their just debts, he would have no further consideration for them, but would proceed to act on the strength of the documents in his possession. Afterwards, addressing the natives, he said he would claim to be convicted of a line running from the present boundary at Karere, keeping along the base of the hills, and skirting the Kaimata and Pareroa blocks, then passing the settlements and crossing the Ohinemuri River above them, then running by Rotokohu and crossing the end of the range to the Waihou river, excepting the Waihi and Mataora settlements on the East Coast.—The rest of the day was occupied by the natives in discussing minor matters. <box>325 423 475 605</box>
article-police-court <box>795 834 944 1290</box>
paragraph: John Giles, a recent arrival, working on the Kaipara railway, is missing. He left his hut to wash a shirt in the creek, and has not since been seen.—A rifle match between Auckland No. 3 Company v. the Wellington Battery of Artillery, resulted in Auckland scoring 409 points, and Wellington 388. <box>13 176 163 229</box>
paragraph: Mr Mackay said he had signed for the land here. <box>169 486 319 505</box>
paragraph: SIR,—Your plain, straightforward articles concerning the opening—or rather non-opening—of this very long-promised land have been perused with extreme satisfaction here. As you are possibly aware, I have never ceased to maintain that, had the General Government desired it, the country could have been opened and 'settled' ages ago. Apart from the fact, then, that the leaders in the Native (Hira) are well aware that the opening of this district will sound the death knell of pakeha-Maoriism in New Zealand, there are other reasons which have not occurred to me, and which I have not yet seen noticed by any section of the Auckland press. Towards the close of the last session, the present Ministry, as everyone knows, took a violent dislike to provincialism in the North Island, and the extreme penalty of the law will be carried out upon it next year. Now, bearing this in mind, it will at once become evident that if Ohinemuri was opened before the death of provincialism and gold to be found there, the impetus that would be given to trade in general throughout the province, and the direct benefit to the provincial treasury in particular, from the export duty on all such gold, might once again put provincial institutions favourable in the public mind. No one knows this better than the astute Mr Vogel and his henchmen, Dr Pollen and Sir Donald McLean; and were I farther to point to the disgraceful delay in not opening either the Drury section of the Waikato railway or the Kaipara portion of the northern line, I think I have said sufficient to show your readers how this province has all along been neglected by the present general Government, for some ulterior object. But there is a silver (if not a gold) lining to every cloud; and it is to be hoped, when the day of reckoning comes, as it will shortly in the form of the general election, the diggers of the Thames will, in the real knightly fashion of the days of yore, return a Roland for the dark-skinned Oliver of Sir Donald McLean, G.C.M.G., &c.—I am, &c., <box>950 66 1102 428</box>
paragraph: QUEEN OF BEAUTY.—In regard to the No. 2 reef the discovery of which at the bottom level we recently alluded to, we have little further to add. It has been penetrated for a considerable depth, and is in all appearance a fine auriferous lode at this level, but it has not been cut through yet. The No. 1 reef is not yet to hand at this level. <box>638 608 788 670</box>
